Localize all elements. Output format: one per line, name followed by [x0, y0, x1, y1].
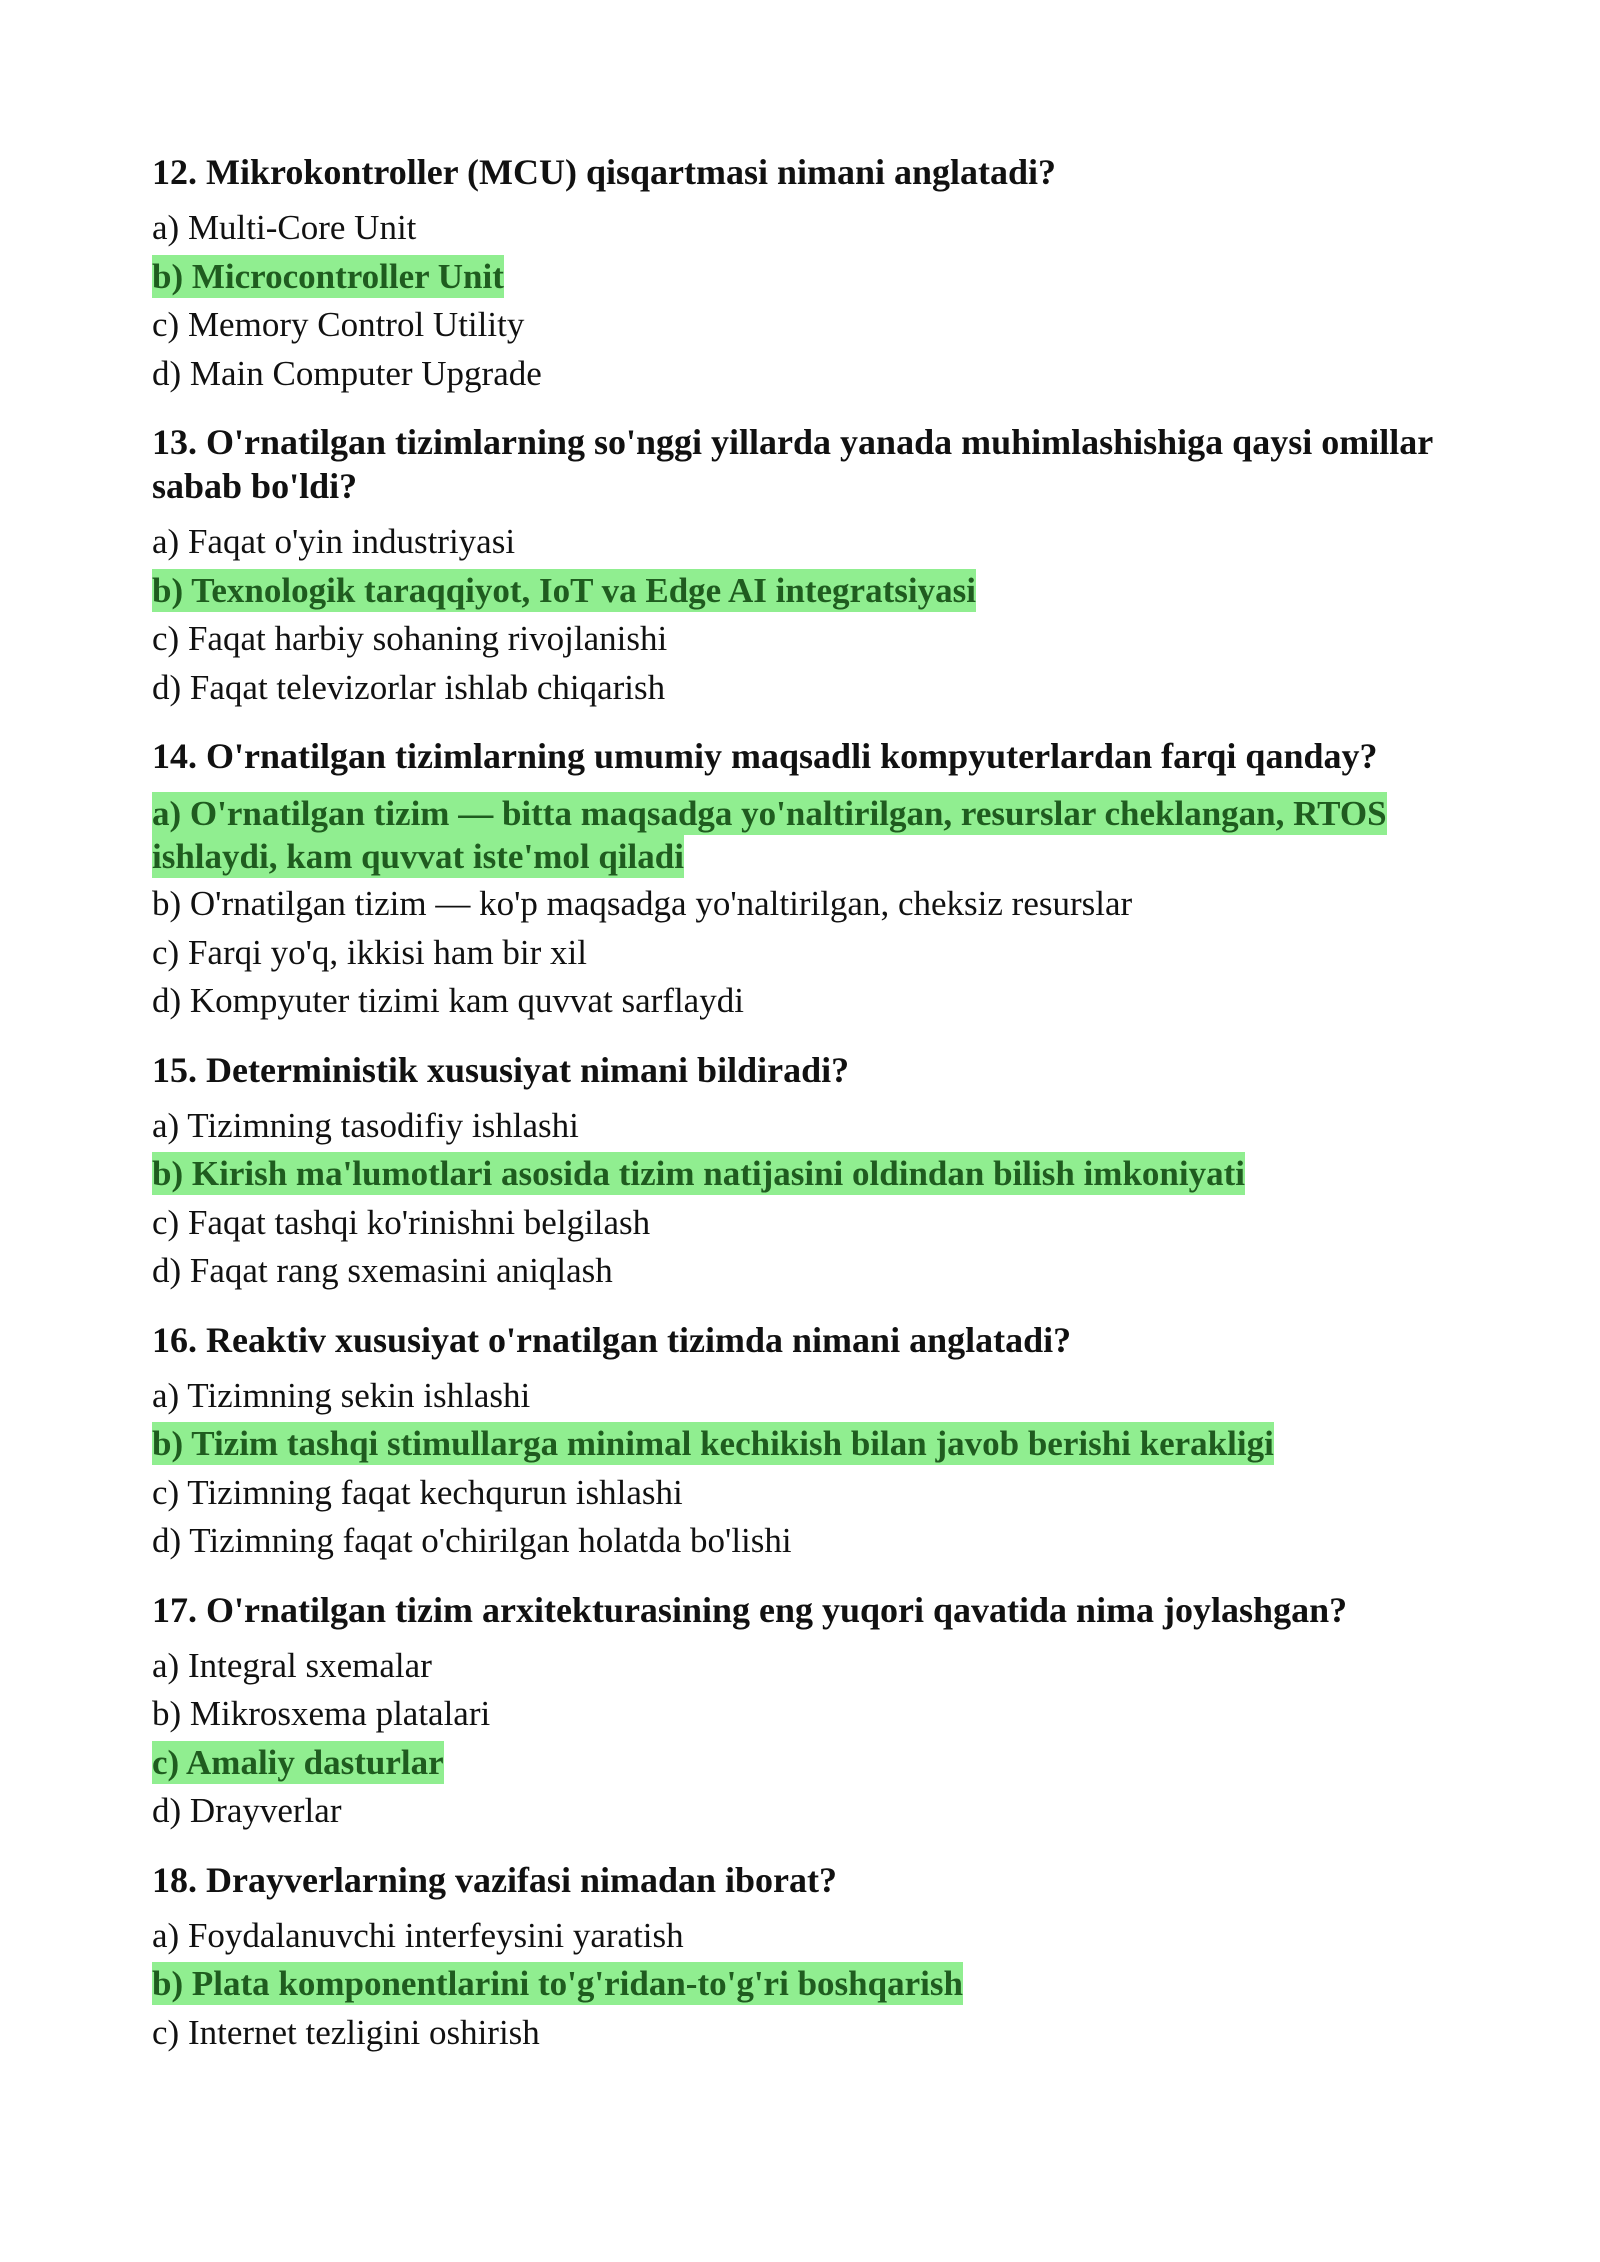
answer-text: a) O'rnatilgan tizim — bitta maqsadga yo'naltirilgan, resurslar cheklangan, RTOS ishlaydi, kam quvvat iste'mol qiladi	[152, 794, 1387, 876]
answer-text: c) Faqat tashqi ko'rinishni belgilash	[152, 1202, 651, 1242]
question-title: 18. Drayverlarning vazifasi nimadan iborat?	[152, 1859, 837, 1900]
question-16	[152, 1318, 1452, 1566]
answer-text: c) Internet tezligini oshirish	[152, 2012, 540, 2052]
answer-text: c) Farqi yo'q, ikkisi ham bir xil	[152, 932, 588, 972]
answer-option	[152, 1372, 1452, 1421]
question-title: 15. Deterministik xususiyat nimani bildiradi?	[152, 1049, 850, 1090]
answer-text: d) Drayverlar	[152, 1791, 342, 1830]
answer-text: c) Faqat harbiy sohaning rivojlanishi	[152, 619, 668, 658]
answer-option	[152, 1642, 1452, 1691]
answer-text: a) Multi-Core Unit	[152, 208, 417, 247]
answer-text: d) Tizimning faqat o'chirilgan holatda bo'lishi	[152, 1521, 792, 1560]
question-title: 13. O'rnatilgan tizimlarning so'nggi yillarda yanada muhimlashishiga qaysi omillar sabab bo'ldi?	[152, 422, 1433, 506]
answer-text: a) Tizimning tasodifiy ishlashi	[152, 1105, 579, 1145]
question-title: 16. Reaktiv xususiyat o'rnatilgan tizimda nimani anglatadi?	[152, 1319, 1072, 1360]
answer-option	[152, 204, 1452, 253]
answer-option	[152, 880, 1452, 929]
question-title: 17. O'rnatilgan tizim arxitekturasining eng yuqori qavatida nima joylashgan?	[152, 1589, 1348, 1630]
answer-text: a) Faqat o'yin industriyasi	[152, 522, 516, 561]
answer-option	[152, 518, 1452, 567]
correct-answer-option	[152, 788, 1452, 880]
answer-text: b) Mikrosxema platalari	[152, 1694, 491, 1733]
question-14	[152, 734, 1452, 1026]
question-title: 14. O'rnatilgan tizimlarning umumiy maqsadli kompyuterlardan farqi qanday?	[152, 736, 1378, 776]
answer-option	[152, 615, 1452, 664]
question-13	[152, 420, 1452, 712]
answer-option	[152, 1787, 1452, 1836]
answer-text: d) Faqat rang sxemasini aniqlash	[152, 1251, 613, 1290]
answer-option	[152, 350, 1452, 399]
answer-option	[152, 1199, 1452, 1248]
answer-text: b) Texnologik taraqqiyot, IoT va Edge AI integratsiyasi	[152, 570, 976, 610]
answer-option	[152, 1102, 1452, 1151]
question-15	[152, 1048, 1452, 1296]
question-12	[152, 150, 1452, 398]
answer-text: b) Microcontroller Unit	[152, 256, 504, 296]
correct-answer-option	[152, 567, 1452, 616]
question-18	[152, 1858, 1452, 2058]
answer-text: a) Tizimning sekin ishlashi	[152, 1375, 531, 1415]
correct-answer-option	[152, 1960, 1452, 2009]
correct-answer-option	[152, 1739, 1452, 1788]
answer-option	[152, 1912, 1452, 1961]
answer-text: a) Foydalanuvchi interfeysini yaratish	[152, 1915, 684, 1955]
answer-option	[152, 1469, 1452, 1518]
answer-text: c) Memory Control Utility	[152, 305, 525, 344]
quiz-content	[152, 150, 1452, 2079]
answer-text: b) Plata komponentlarini to'g'ridan-to'g'ri boshqarish	[152, 1964, 963, 2003]
answer-text: c) Tizimning faqat kechqurun ishlashi	[152, 1472, 683, 1512]
answer-text: b) O'rnatilgan tizim — ko'p maqsadga yo'naltirilgan, cheksiz resurslar	[152, 884, 1133, 923]
answer-text: a) Integral sxemalar	[152, 1645, 432, 1685]
question-17	[152, 1588, 1452, 1836]
correct-answer-option	[152, 1420, 1452, 1469]
answer-option	[152, 2009, 1452, 2058]
answer-option	[152, 1247, 1452, 1296]
answer-text: b) Kirish ma'lumotlari asosida tizim natijasini oldindan bilish imkoniyati	[152, 1154, 1245, 1193]
correct-answer-option	[152, 1150, 1452, 1199]
answer-text: b) Tizim tashqi stimullarga minimal kechikish bilan javob berishi kerakligi	[152, 1424, 1274, 1463]
question-title: 12. Mikrokontroller (MCU) qisqartmasi nimani anglatadi?	[152, 152, 1057, 192]
answer-option	[152, 301, 1452, 350]
answer-option	[152, 929, 1452, 978]
answer-option	[152, 1690, 1452, 1739]
answer-option	[152, 977, 1452, 1026]
answer-text: d) Main Computer Upgrade	[152, 353, 542, 393]
answer-text: c) Amaliy dasturlar	[152, 1742, 444, 1782]
answer-option	[152, 1517, 1452, 1566]
answer-text: d) Faqat televizorlar ishlab chiqarish	[152, 667, 666, 707]
answer-option	[152, 664, 1452, 713]
answer-text: d) Kompyuter tizimi kam quvvat sarflaydi	[152, 981, 744, 1020]
correct-answer-option	[152, 253, 1452, 302]
